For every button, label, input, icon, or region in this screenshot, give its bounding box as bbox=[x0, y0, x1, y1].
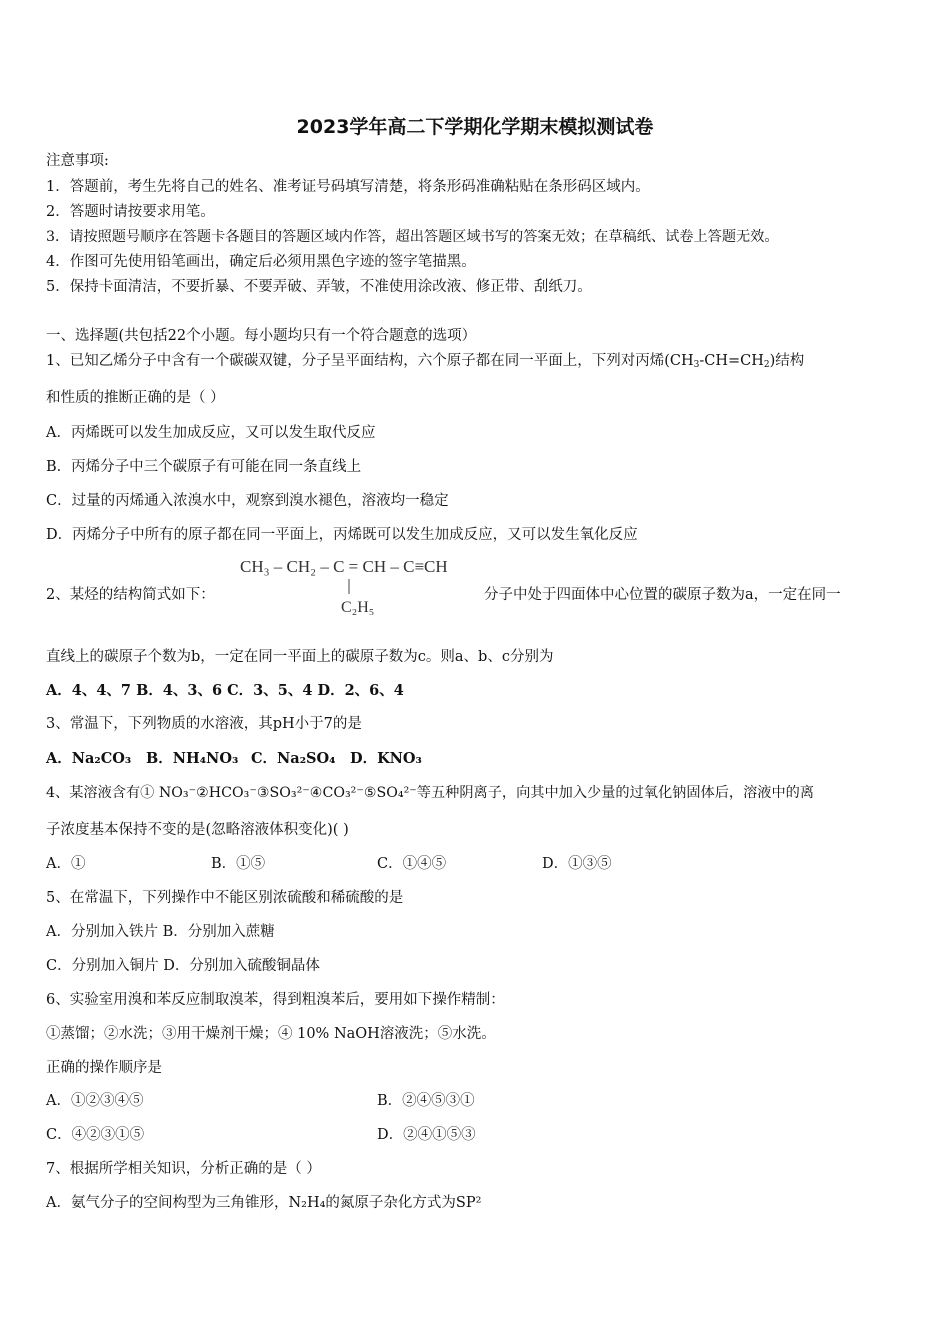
q2-options: A．4、4、7 B．4、3、6 C．3、5、4 D．2、6、4 bbox=[46, 682, 404, 699]
q1-option-c: C．过量的丙烯通入浓溴水中，观察到溴水褪色，溶液均一稳定 bbox=[46, 493, 449, 509]
notice-item-1: 1．答题前，考生先将自己的姓名、准考证号码填写清楚，将条形码准确粘贴在条形码区域内。 bbox=[46, 179, 650, 195]
q7-stem: 7、根据所学相关知识，分析正确的是（ ） bbox=[46, 1161, 321, 1177]
notice-item-4: 4．作图可先使用铅笔画出，确定后必须用黑色字迹的签字笔描黑。 bbox=[46, 254, 476, 270]
q2-stem-suffix: 分子中处于四面体中心位置的碳原子数为a，一定在同一 bbox=[484, 587, 841, 603]
q3-option-c: C．Na₂SO₄ bbox=[251, 750, 336, 767]
q6-option-a: A．①②③④⑤ bbox=[46, 1093, 144, 1109]
formula-branch: C₂H₅ bbox=[341, 599, 375, 616]
q5-stem: 5、在常温下，下列操作中不能区别浓硫酸和稀硫酸的是 bbox=[46, 890, 404, 906]
formula-main-chain: CH₃ – CH₂ – C = CH – C≡CH bbox=[240, 557, 448, 576]
notice-item-5: 5．保持卡面清洁，不要折暴、不要弄破、弄皱，不准使用涂改液、修正带、刮纸刀。 bbox=[46, 279, 592, 295]
q2-stem-line2: 直线上的碳原子个数为b，一定在同一平面上的碳原子数为c。则a、b、c分别为 bbox=[46, 649, 554, 665]
q4-option-d: D．①③⑤ bbox=[542, 856, 612, 872]
q1-stem-line2: 和性质的推断正确的是（ ） bbox=[46, 390, 225, 406]
q3-option-b: B．NH₄NO₃ bbox=[146, 750, 239, 767]
q6-stem-line2: ①蒸馏；②水洗；③用干燥剂干燥；④ 10% NaOH溶液洗；⑤水洗。 bbox=[46, 1026, 496, 1042]
q4-stem-line2: 子浓度基本保持不变的是(忽略溶液体积变化)( ) bbox=[46, 822, 349, 838]
q1-option-d: D．丙烯分子中所有的原子都在同一平面上，丙烯既可以发生加成反应，又可以发生氧化反应 bbox=[46, 527, 638, 543]
q6-stem-line3: 正确的操作顺序是 bbox=[46, 1060, 162, 1076]
q5-options-ab: A．分别加入铁片 B．分别加入蔗糖 bbox=[46, 924, 275, 940]
q2-stem-prefix: 2、某烃的结构简式如下： bbox=[46, 587, 215, 603]
q6-option-b: B．②④⑤③① bbox=[377, 1093, 475, 1109]
notice-item-3: 3．请按照题号顺序在答题卡各题目的答题区域内作答，超出答题区域书写的答案无效；在草稿纸、试卷上答题无效。 bbox=[46, 229, 779, 245]
q1-stem-line1: 1、已知乙烯分子中含有一个碳碳双键，分子呈平面结构，六个原子都在同一平面上，下列对丙烯$(CH_3-CH=CH_2)$结构 bbox=[46, 353, 805, 370]
q4-option-a: A．① bbox=[46, 856, 86, 872]
q1-option-b: B．丙烯分子中三个碳原子有可能在同一条直线上 bbox=[46, 459, 362, 475]
q4-stem-line1: 4、某溶液含有① NO₃⁻②HCO₃⁻③SO₃²⁻④CO₃²⁻⑤SO₄²⁻等五种阴离子，向其中加入少量的过氧化钠固体后，溶液中的离 bbox=[46, 785, 815, 801]
q3-option-d: D．KNO₃ bbox=[350, 750, 422, 767]
q6-option-c: C．④②③①⑤ bbox=[46, 1127, 145, 1143]
section-heading: 一、选择题(共包括22个小题。每小题均只有一个符合题意的选项） bbox=[46, 328, 477, 344]
notice-heading: 注意事项: bbox=[46, 153, 109, 169]
q7-option-a: A．氨气分子的空间构型为三角锥形，N₂H₄的氮原子杂化方式为SP² bbox=[46, 1195, 482, 1211]
q5-options-cd: C．分别加入铜片 D．分别加入硫酸铜晶体 bbox=[46, 958, 320, 974]
page-title: 2023学年高二下学期化学期末模拟测试卷 bbox=[296, 116, 654, 138]
q6-option-d: D．②④①⑤③ bbox=[377, 1127, 476, 1143]
notice-item-2: 2．答题时请按要求用笔。 bbox=[46, 204, 215, 220]
q2-structural-formula bbox=[238, 552, 488, 618]
q4-option-b: B．①⑤ bbox=[211, 856, 266, 872]
q1-option-a: A．丙烯既可以发生加成反应，又可以发生取代反应 bbox=[46, 425, 376, 441]
q4-option-c: C．①④⑤ bbox=[377, 856, 447, 872]
q6-stem-line1: 6、实验室用溴和苯反应制取溴苯，得到粗溴苯后，要用如下操作精制： bbox=[46, 992, 505, 1008]
q3-option-a: A．Na₂CO₃ bbox=[46, 750, 132, 767]
q3-stem: 3、常温下，下列物质的水溶液，其pH小于7的是 bbox=[46, 716, 362, 732]
